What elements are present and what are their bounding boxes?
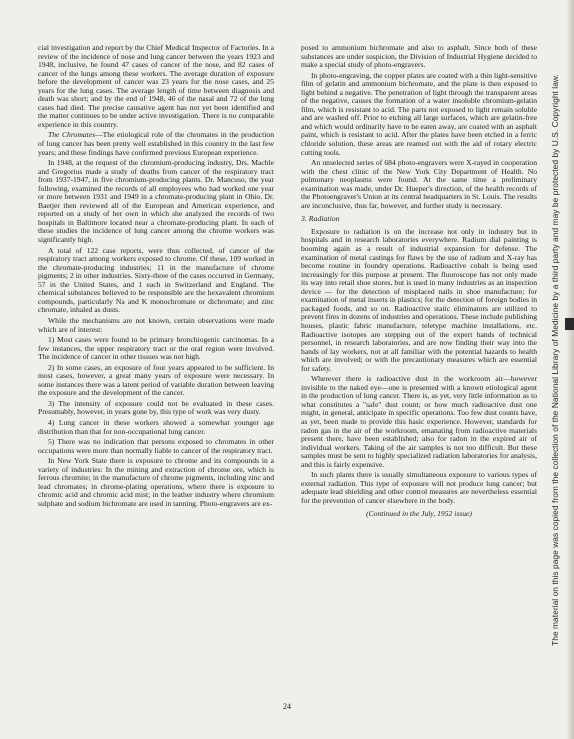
continuation-note: (Continued in the July, 1952 issue) xyxy=(366,509,472,519)
copyright-notice xyxy=(546,40,564,680)
paragraph: In New York State there is exposure to chrome and its compounds in a variety of industries: In the mining and extraction of chrome ore, which is ferrous chromite; in the manufacture of chrome pigments, including zinc and lead chromates; in chrome-plating operations, where there is exposure to chromic acid and chromic acid mist; in the leather industry where chromium sulphate and sodium bichromate are used in tanning. Photo-engravers are ex- xyxy=(38,456,274,508)
copyright-notice-text: The material on this page was copied from the collection of the National Library of Medicine by a third party and may be protected by U.S. Copyright law. xyxy=(550,74,561,646)
paragraph: A total of 122 case reports, were thus collected, of cancer of the respiratory tract among workers exposed to chrome. Of these, 109 worked in the chromate-producing industries; 11 in the manufacture of chrome pigments; 2 in other industries. Sixty-three of the cases occurred in Germany, 57 in the United States, and 1 each in Switzerland and England. The chemical substances believed to be responsible are the hexavalent chromium compounds, particularly Na and K monochromate or dichromate; and zinc chromate, inhaled as dusts. xyxy=(38,245,274,315)
paragraph: In 1948, at the request of the chromium-producing industry, Drs. Machle and Gregorius made a study of deaths from cancer of the respiratory tract from 1937-1947, in five chromium-producing plants. Dr. Mancuso, the year following, examined the records of all employees who had worked one year or more between 1931 and 1949 in a chromate-producing plant in Ohio. Dr. Baetjer then reviewed all of the European and American experience, and reported on a study of her own in which she analyzed the records of two hospitals in Baltimore located near a chromate-producing plant. In each of these studies the incidence of lung cancer among the chrome workers was significantly high. xyxy=(38,158,274,245)
right-column xyxy=(301,44,537,519)
binding-tab xyxy=(565,318,574,330)
paragraph: posed to ammonium bichromate and also to asphalt. Since both of these substances are under suspicion, the Division of Industrial Hygiene decided to make a special study of photo-engravers. xyxy=(301,43,537,70)
list-item: 5) There was no indication that persons exposed to chromates in other occupations were more than normally liable to cancer of the respiratory tract. xyxy=(38,437,274,455)
paragraph: Exposure to radiation is on the increase not only in industry but in hospitals and in research laboratories everywhere. Radium dial painting is booming again as a result of industrial expansion for defense. The examination of metal castings for flaws by the use of radium and X-ray has become routine in foundry operations. Radioactive cobalt is being used increasingly for this purpose at present. The fluoroscope has not only made its way into retail shoe stores, but is used in many industries as an inspection device — for the detection of misplaced nails in shoe manufacture; for examination of metal inserts in plastics; for the detection of foreign bodies in packaged foods, and so on. Radioactive static eliminators are utilized to prevent fires in dozens of industries and operations. These include publishing houses, plastic fabric manufacture, teletype machine installations, etc. Radioactive isotopes are stepping out of the expert hands of technical personnel, in research laboratories, and are now finding their way into the hands of lay workers, not at all familiar with the potential hazards to health which are involved; or with the precautionary measures which are essential for safety. xyxy=(301,226,537,373)
paragraph: Wherever there is radioactive dust in the workroom air—however invisible to the naked eye—one is presented with a known etiological agent in the production of lung cancer. There is, as yet, very little information as to what constitutes a "safe" dust count; or how much radioactive dust one might, in general, anticipate in specific operations. Too few dust counts have, as yet, been made to provide this basic experience. However, standards for radon gas in the air of the workroom, emanating from radioactive materials present there, have been established; also for radon in the expired air of individual workers. Taking of the air samples is not too difficult. But these samples must be sent to highly specialized radiation laboratories for analysis, and this is fairly expensive. xyxy=(301,374,537,469)
list-item: 4) Lung cancer in these workers showed a somewhat younger age distribution than that for non-occupational lung cancer. xyxy=(38,417,274,436)
paragraph: In such plants there is usually simultaneous exposure to various types of external radiation. This type of exposure will not produce lung cancer; but adequate lead shielding and other control measures are nevertheless essential for the prevention of cancer elsewhere in the body. xyxy=(301,470,537,505)
chromates-paragraph xyxy=(38,131,274,157)
list-item: 3) The intensity of exposure could not be evaluated in these cases. Presumably, however, in years gone by, this type of work was very dusty. xyxy=(38,398,274,417)
paragraph-text: —The etiological role of the chromates in the production of lung cancer has been pretty well established in this country in the last few years; and these findings have confirmed previous European experience. xyxy=(38,130,274,157)
section-lead: The Chromates xyxy=(48,130,96,140)
list-item: 1) Most cases were found to be primary bronchiogenic carcinomas. In a few instances, the upper respiratory tract or the oral region were involved. The incidence of cancer in other tissues was not high. xyxy=(38,335,274,362)
left-column xyxy=(38,44,274,510)
page-number: 24 xyxy=(283,702,291,711)
section-heading-radiation: 3. Radiation xyxy=(301,214,340,224)
paragraph: In photo-engraving, the copper plates are coated with a thin light-sensitive film of gelatin and ammonium bichromate, and the plate is then exposed to light behind a negative. The penetration of light through the transparent areas of the negative, causes the formation of a water insoluble chromium-gelatin film, which is resistant to acid. The parts not exposed to light remain soluble and are washed off. Prior to etching all large surfaces, which are gelatin-free and which would ordinarily have to be eaten away, are coated with an asphalt paint, which is resistant to acid. After the plates have been etched in a ferric chloride solution, these areas are reamed out with the aid of rotary electric cutting tools. xyxy=(301,70,537,157)
paragraph: While the mechanisms are not known, certain observations were made which are of interest: xyxy=(38,315,274,334)
paragraph: cial investigation and report by the Chief Medical Inspector of Factories. In a review of the incidence of nose and lung cancer between the years 1923 and 1948, inclusive, he found 47 cases of cancer of the nose, and 82 cases of cancer of the lungs among these workers. The average duration of exposure before the development of cancer was 23 years for the nose cases, and 25 years for the lung cases. The average length of time between diagnosis and death was short; and by the end of 1948, 46 of the nasal and 72 of the lung cases had died. The precise causative agent has not yet been identified and the matter continues to be under active investigation. There is no comparable experience in this country. xyxy=(38,43,274,129)
list-item: 2) In some cases, an exposure of four years appeared to be sufficient. In most cases, however, a great many years of exposure were necessary. In some instances there was a latent period of variable duration between leaving the exposure and the development of the cancer. xyxy=(38,362,274,398)
paragraph: An unselected series of 684 photo-engravers were X-rayed in cooperation with the chest clinic of the New York City Department of Health. No pulmonary neoplasms were found. At the same time a preliminary examination was made, under Dr. Hueper's direction, of the health records of the Photoengraver's Union at its central headquarters in St. Louis. The results are inconclusive, thus far, however, and further study is necessary. xyxy=(301,158,537,210)
page-edge-shadow xyxy=(566,0,574,739)
